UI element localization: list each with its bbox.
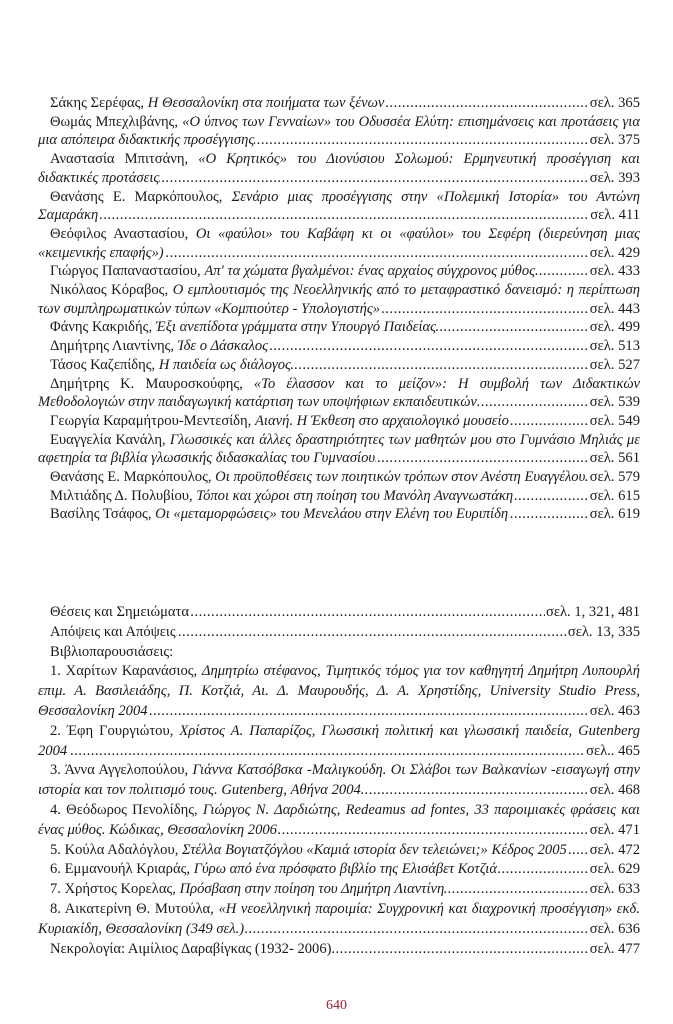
entry-author: Γιώργος Παπαναστασίου,: [50, 263, 201, 280]
reviews-heading: Βιβλιοπαρουσιάσεις:: [50, 643, 174, 660]
entry-page: σελ. 636: [589, 920, 640, 940]
entry-author: Αναστασία Μπιτσάνη,: [50, 151, 189, 168]
entry-title: Οι «φαύλοι» του Καβάφη κι οι «φαύλοι» του Σεφέρη (διερεύνηση μιας «κειμενικής επαφής»): [38, 225, 640, 261]
entry-page: σελ. 561: [589, 450, 640, 467]
entry-title: Σενάριο μιας προσέγγισης στην «Πολεμική Ιστορία» του Αντώνη Σαμαράκη: [38, 188, 640, 224]
entry-title: «Το έλασσον και το μείζον»: Η συμβολή των Διδακτικών Μεθοδολογιών στην παιδαγωγική κατάρτιση των υποψήφιων εκπαιδευτικών: [38, 375, 640, 411]
toc-entry[interactable]: [38, 412, 640, 431]
toc-entry[interactable]: [38, 487, 640, 506]
entry-author: Ευαγγελία Κανάλη,: [50, 431, 166, 448]
entry-page: σελ. 513: [589, 338, 640, 355]
toc-entry[interactable]: [38, 188, 640, 225]
toc-entry[interactable]: [38, 722, 640, 762]
entry-text: [38, 723, 640, 759]
entry-text: [50, 506, 508, 522]
entry-text: [38, 663, 640, 719]
entry-page: σελ. 375: [589, 132, 640, 149]
entry-page: σελ. 463: [589, 702, 640, 722]
entry-text: [38, 189, 640, 224]
entry-title: Απ' τα χώματα βγαλμένοι: ένας αρχαίος σύγχρονος μύθος: [204, 263, 536, 280]
entry-text: [38, 376, 640, 411]
toc-entry[interactable]: [38, 801, 640, 841]
toc-entry[interactable]: [38, 262, 640, 281]
entry-author: 5. Κούλα Αδαλόγλου,: [50, 841, 179, 858]
entry-page: σελ. 468: [589, 781, 640, 801]
entry-text: [50, 861, 497, 877]
entry-author: Μιλτιάδης Δ. Πολυβίου,: [50, 487, 193, 504]
toc-entry[interactable]: [38, 375, 640, 412]
entry-text: [38, 802, 640, 838]
entry-page: σελ.. 465: [585, 742, 640, 762]
entry-title: Γλωσσικές και άλλες δραστηριότητες των μαθητών μου στο Γυμνάσιο Μηλιάς με αφετηρία τα βιβλία γλωσσικής διδασκαλίας του Γυμνασίου: [38, 431, 640, 467]
entry-page: σελ. 429: [589, 244, 640, 261]
entry-text: [38, 901, 640, 937]
entry-text: [50, 95, 384, 111]
entry-label: Θέσεις και Σημειώματα: [50, 604, 190, 620]
toc-entry[interactable]: [38, 761, 640, 801]
entry-title: «Ο Κρητικός» του Διονύσιου Σολωμού: Ερμηνευτική προσέγγιση και διδακτικές προτάσεις: [38, 151, 640, 186]
entry-title: Ίδε ο Δάσκαλος: [177, 338, 269, 355]
entry-author: Θανάσης Ε. Μαρκόπουλος,: [50, 469, 212, 486]
toc-entry[interactable]: [38, 880, 640, 900]
toc-entry[interactable]: [38, 841, 640, 861]
entry-author: Νικόλαος Κόραβος,: [50, 282, 169, 299]
entry-author: Θανάσης Ε. Μαρκόπουλος,: [50, 188, 223, 205]
entry-label: Απόψεις και Απόψεις: [50, 623, 176, 640]
entry-text: [50, 413, 509, 429]
entry-title: Η Θεσσαλονίκη στα ποιήματα των ξένων: [147, 95, 385, 111]
entry-author: Σάκης Σερέφας,: [50, 95, 145, 111]
entry-text: [50, 357, 291, 373]
entry-author: 4. Θεόδωρος Πενολίδης,: [50, 801, 198, 818]
entry-author: Θεόφιλος Αναστασίου,: [50, 225, 189, 242]
entry-text: [38, 226, 640, 261]
entry-text: [50, 469, 585, 485]
entry-page: σελ. 549: [589, 412, 640, 429]
entry-author: Φάνης Κακριδής,: [50, 319, 153, 336]
toc-entry[interactable]: [38, 662, 640, 721]
entry-author: 6. Εμμανουήλ Κριαράς,: [50, 861, 191, 878]
entry-page: σελ. 527: [589, 356, 640, 373]
entry-title: Οι προϋποθέσεις των ποιητικών τρόπων στον Ανέστη Ευαγγέλου: [215, 469, 586, 486]
entry-title: Ο εμπλουτισμός της Νεοελληνικής από το μεταφραστικό δανεισμό: η περίπτωση των συμπληρωματικών τύπων «Κομπιούτερ - Υπολογιστής»: [38, 282, 640, 317]
entry-page: σελ. 619: [589, 506, 640, 523]
entry-title: Δημητρίω στέφανος, Τιμητικός τόμος για τον καθηγητή Δημήτρη Λυπουρλή επιμ. Α. Βασιλειάδης, Π. Κοτζιά, Αι. Δ. Μαυρουδής, Δ. Α. Χρηστίδης, University Studio Press, Θεσσαλονίκη 2004: [38, 663, 640, 719]
toc-entry[interactable]: [38, 225, 640, 262]
entry-text: [50, 338, 268, 354]
entry-text: [50, 263, 535, 279]
toc-entry[interactable]: [38, 337, 640, 356]
entry-label: Νεκρολογία: Αιμίλιος Δαραβίγκας (1932- 2006): [50, 940, 332, 957]
entry-title: Γιώργος Ν. Δαρδιώτης, Redeamus ad fontes, 33 παροιμιακές φράσεις και ένας μύθος. Κώδικας, Θεσσαλονίκη 2006: [38, 801, 640, 838]
entry-text: [38, 282, 640, 317]
entry-text: [38, 114, 640, 149]
entry-page: σελ. 433: [589, 263, 640, 280]
entry-author: 8. Αικατερίνη Θ. Μυτούλα,: [50, 900, 214, 917]
entry-title: Γιάννα Κατσόβσκα -Μαλιγκούδη. Οι Σλάβοι των Βαλκανίων -εισαγωγή στην ιστορία και τον πολιτισμό τους. Gutenberg, Αθήνα 2004: [38, 762, 640, 799]
toc-entry[interactable]: [38, 860, 640, 880]
entry-title: Έξι ανεπίδοτα γράμματα στην Υπουργό Παιδείας: [155, 319, 437, 336]
entry-text: [38, 762, 640, 798]
entry-page: σελ. 615: [589, 487, 640, 504]
toc-entry[interactable]: [38, 150, 640, 187]
toc-entry[interactable]: [38, 281, 640, 318]
entry-page: σελ. 13, 335: [567, 623, 640, 643]
entry-title: Πρόσβαση στην ποίηση του Δημήτρη Λιαντίνη: [179, 881, 445, 898]
toc-entry-obituary[interactable]: [38, 940, 640, 960]
toc-entry[interactable]: [38, 431, 640, 468]
entry-title: Τόποι και χώροι στη ποίηση του Μανόλη Αναγνωστάκη: [196, 487, 514, 504]
entry-title: Στέλλα Βογιατζόγλου «Καμιά ιστορία δεν τελειώνει;» Κέδρος 2005: [182, 841, 567, 858]
toc-entry[interactable]: [38, 468, 640, 487]
entry-page: σελ. 393: [589, 169, 640, 186]
entry-title: Αιανή. Η Έκθεση στο αρχαιολογικό μουσείο: [254, 412, 509, 429]
entry-page: σελ. 1, 321, 481: [545, 603, 640, 623]
entry-author: 2. Έφη Γουργιώτου,: [50, 722, 174, 739]
entry-author: Δημήτρης Κ. Μαυροσκούφης,: [50, 375, 243, 392]
entry-author: Θωμάς Μπεχλιβάνης,: [50, 113, 179, 130]
toc-entry[interactable]: [38, 94, 640, 113]
toc-entry[interactable]: [38, 900, 640, 940]
entry-author: Γεωργία Καραμήτρου-Μεντεσίδη,: [50, 412, 252, 429]
entry-author: 7. Χρήστος Κορελας,: [50, 881, 176, 898]
toc-entry[interactable]: [38, 505, 640, 524]
toc-entry-apopseis[interactable]: [38, 623, 640, 643]
entry-title: Οι «μεταμορφώσεις» του Μενελάου στην Ελένη του Ευριπίδη: [155, 506, 509, 523]
entry-text: [50, 881, 444, 897]
entry-text: [50, 319, 436, 335]
entry-page: σελ. 579: [589, 469, 640, 486]
toc-entry[interactable]: [38, 318, 640, 337]
entry-page: σελ. 633: [589, 880, 640, 900]
entry-author: Βασίλης Τσάφος,: [50, 506, 152, 523]
entry-title: «Ο ύπνος των Γενναίων» του Οδυσσέα Ελύτη: επισημάνσεις και προτάσεις για μια απόπειρα διδακτικής προσέγγισης: [38, 113, 641, 149]
entry-author: 1. Χαρίτων Καρανάσιος,: [50, 663, 198, 680]
entry-page: σελ. 472: [589, 841, 640, 861]
toc-entry[interactable]: [38, 356, 640, 375]
entry-page: σελ. 471: [589, 821, 640, 841]
entry-title: «Η νεοελληνική παροιμία: Συγχρονική και διαχρονική προσέγγιση» εκδ. Κυριακίδη, Θεσσαλονίκη (349 σελ.): [38, 900, 640, 937]
entry-page: σελ. 411: [590, 207, 640, 224]
entry-page: σελ. 477: [589, 940, 640, 960]
entry-page: σελ. 629: [589, 860, 640, 880]
entry-title: Η παιδεία ως διάλογος: [158, 356, 291, 373]
entry-page: σελ. 499: [589, 319, 640, 336]
entry-text: [50, 488, 513, 504]
toc-entry[interactable]: [38, 113, 640, 150]
entry-author: Δημήτρης Λιαντίνης,: [50, 338, 175, 355]
page-number: 640: [326, 998, 347, 1013]
toc-entry-theseis[interactable]: [38, 603, 640, 623]
contents-section-other: [38, 603, 640, 959]
entry-author: 3. Άννα Αγγελοπούλου,: [50, 762, 189, 779]
entry-page: σελ. 365: [589, 95, 640, 111]
entry-title: Χρίστος Α. Παπαρίζος, Γλωσσική πολιτική και γλωσσική παιδεία, Gutenberg 2004: [38, 722, 640, 759]
entry-text: [50, 842, 567, 858]
contents-section-articles: [38, 94, 640, 524]
entry-page: σελ. 443: [589, 300, 640, 317]
entry-title: Γύρω από ένα πρόσφατο βιβλίο της Ελισάβετ Κοτζιά: [193, 861, 498, 878]
entry-page: σελ. 539: [589, 394, 640, 411]
entry-text: [38, 432, 640, 467]
reviews-list: [38, 662, 640, 939]
entry-text: [38, 151, 640, 186]
entry-author: Τάσος Καζεπίδης,: [50, 356, 156, 373]
